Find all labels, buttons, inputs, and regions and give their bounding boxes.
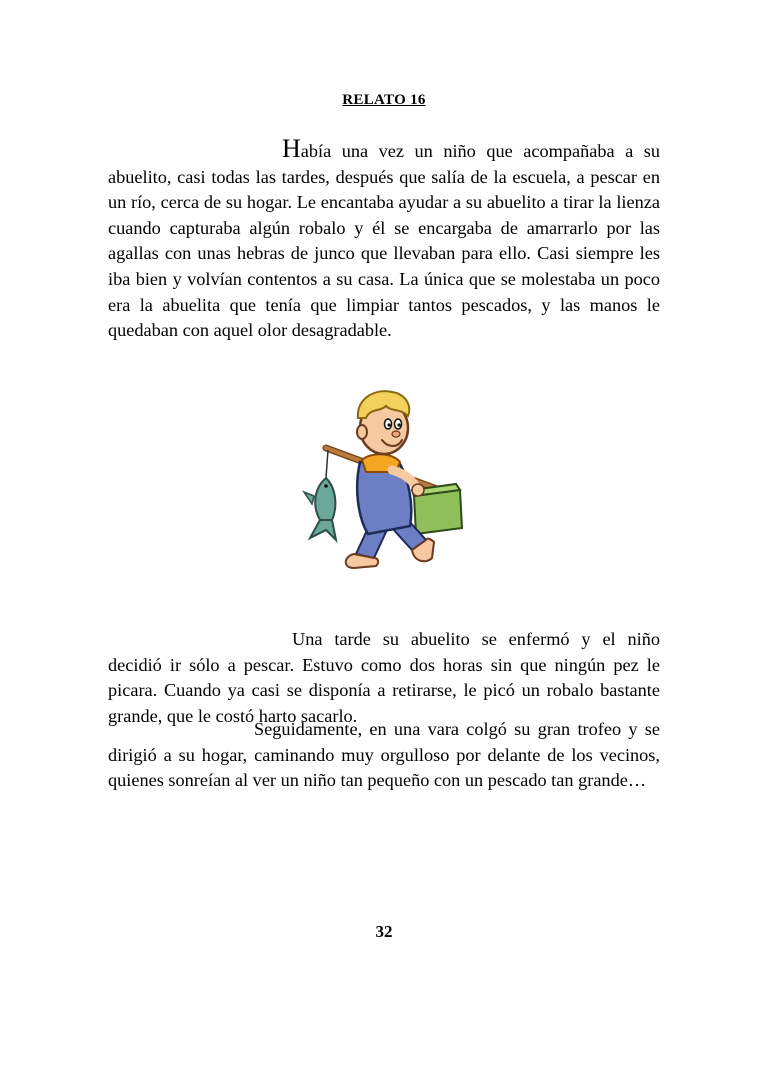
drop-cap: H — [282, 134, 301, 163]
paragraph-1 — [108, 136, 660, 344]
story-title: RELATO 16 — [342, 92, 426, 108]
boy-carrying-fish-icon — [296, 378, 472, 576]
paragraph-2-text: Una tarde su abuelito se enfermó y el niño decidió ir sólo a pescar. Estuvo como dos horas sin que ningún pez le picara. Cuando ya casi se disponía a retirarse, le picó un robalo bastante grande, que le costó harto sacarlo. — [108, 629, 660, 726]
paragraph-1-text: abía una vez un niño que acompañaba a su abuelito, casi todas las tardes, después que salía de la escuela, a pescar en un río, cerca de su hogar. Le encantaba ayudar a su abuelito a tirar la lienza cuando capturaba algún robalo y él se encargaba de amarrarlo por las agallas con unas hebras de junco que llevaban para ello. Casi siempre les iba bien y volvían contentos a su casa. La única que se molestaba un poco era la abuelita que tenía que limpiar tantos pescados, y las manos le quedaban con aquel olor desagradable. — [108, 141, 660, 341]
paragraph-3-text: Seguidamente, en una vara colgó su gran trofeo y se dirigió a su hogar, caminando muy orgulloso por delante de los vecinos, quienes sonreían al ver un niño tan pequeño con un pescado tan grande… — [108, 719, 660, 791]
page-number: 32 — [375, 922, 393, 941]
paragraph-2 — [108, 627, 660, 729]
paragraph-3 — [108, 717, 660, 794]
